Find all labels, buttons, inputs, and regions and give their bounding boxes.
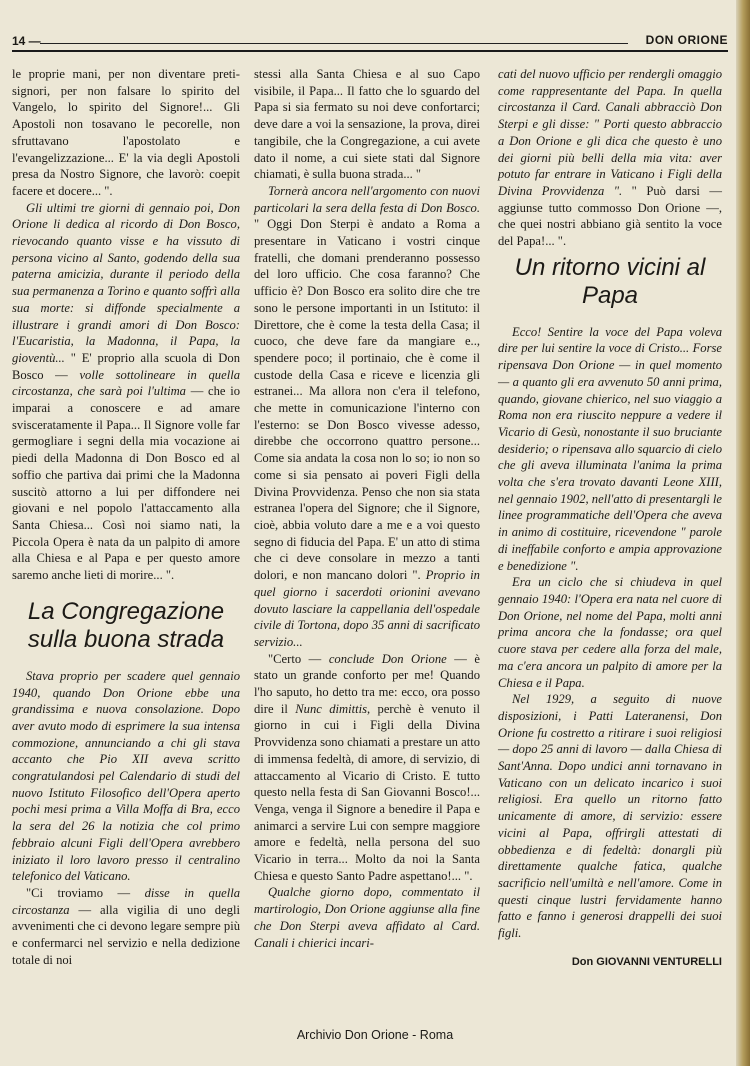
paragraph: Era un ciclo che si chiudeva in quel gennaio 1940: l'Opera era nata nel cuore di Don Orione, nel nome del Papa, molti anni prima ancora che la fondasse; ora quel cuore stava per cedere alla forza del male, ma c'era ancora un palpito di amore per la Chiesa e il Papa. (498, 575, 722, 690)
paragraph: "Ci troviamo — disse in quella circostanza — alla vigilia di uno degli avvenimenti che ci devono legare sempre più e confermarci nel servizio e nella dedizione totale di noi (12, 885, 240, 967)
section-heading: La Congregazione sulla buona strada (27, 597, 225, 653)
page-header (12, 30, 728, 52)
column-1 (12, 66, 240, 968)
paragraph: Qualche giorno dopo, commentato il martirologio, Don Orione aggiunse alla fine che Don Sterpi aveva affidato al Card. Canali i chierici incari- (254, 885, 480, 950)
magazine-title: DON ORIONE (645, 33, 728, 47)
section-heading: Un ritorno vicini al Papa (514, 253, 706, 309)
paragraph: cati del nuovo ufficio per rendergli omaggio come rappresentante del Papa. In quella circostanza il Card. Canali abbracciò Don Sterpi e gli disse: " Porti questo abbraccio a Don Orione e gli dica che questo è uno dei giorni più belli della mia vita: aver potuto far entrare in Vaticano i Figli della Divina Provvidenza ". " Può darsi — aggiunse tutto commosso Don Orione —, che quei nostri abbiano già sentito la voce del Papa!... ". (498, 67, 722, 249)
paragraph: Stava proprio per scadere quel gennaio 1940, quando Don Orione ebbe una grandissima e nuova consolazione. Dopo aver avuto modo di esprimere la sua intensa commozione, annunciando a chi gli stava accanto che Pio XII aveva scritto congratulandosi pel Calendario di studi del nuovo Istituto Filosofico dell'Opera aperto pochi mesi prima a Villa Moffa di Bra, ecco la sera del 26 la notizia che col primo febbraio alcuni Figli dell'Opera avrebbero iniziato il loro lavoro presso il centralino telefonico del Vaticano. (12, 668, 240, 884)
page-binding-edge (736, 0, 750, 1066)
paragraph: "Certo — conclude Don Orione — è stato un grande conforto per me! Quando l'ho saputo, ho detto tra me: ecco, ora posso dire il Nunc dimittis, perchè è venuto il giorno in cui i Figli della Divina Provvidenza sono chiamati a prestare un atto di immensa fedeltà, di amore, di servizio, di attaccamento al Vicario di Cristo. E tutto questo nella festa di San Giovanni Bosco!... Venga, venga il Signore a benedire il Papa e animarci a servire Lui con sempre maggiore amore e fedeltà, nella persona del suo Vicario in terra... Molto da noi la Santa Chiesa e questo Santo Padre aspettano!... ". (254, 651, 481, 883)
header-divider (12, 50, 728, 52)
author-signature: Don GIOVANNI VENTURELLI (571, 955, 722, 968)
header-rule (40, 43, 628, 44)
paragraph: stessi alla Santa Chiesa e al suo Capo visibile, il Papa... Il fatto che lo sguardo del Papa si sia fermato su noi deve confortarci; deve dare a voi la sensazione, la prova, direi tangibile, che la Congregazione, a cui avete dato il nome, a cui siete stati dal Signore chiamati, è sulla buona strada... " (254, 67, 480, 182)
paragraph: Nel 1929, a seguito di nuove disposizioni, i Patti Lateranensi, Don Orione fu costretto a ritirare i suoi religiosi — dopo 25 anni di lavoro — dalla Chiesa di Sant'Anna. Dopo undici anni tornavano in Vaticano con un delicato incarico i suoi religiosi. Era quello un ritorno fatto unicamente di amore, di servizio: essere vicini al Papa, offrirgli attestati di obbedienza e di fedeltà: donargli più direttamente qualche fatica, qualche sacrificio nell'umiltà e nell'amore. Come in questi cinque lustri fervidamente hanno fatto e fanno i generosi drappelli dei suoi figli. (498, 692, 722, 941)
paragraph: Ecco! Sentire la voce del Papa voleva dire per lui sentire la voce di Cristo... Forse ripensava Don Orione — in quel momento — a quanto gli era avvenuto 50 anni prima, quando, giovane chierico, nel suo viaggio a Roma non era riuscito neppure a vedere il Vicario di Gesù, nonostante il suo bruciante desiderio; o ripensava allo squarcio di cielo che gli aveva illuminata l'anima la prima volta che s'era trovato davanti Leone XIII, nel gennaio 1902, nell'atto di presentargli le linee programmatiche dell'Opera che aveva in animo di costituire, ricevendone " parole di ineffabile conforto e ampia approvazione e benedizione ". (498, 324, 722, 573)
archive-footer: Archivio Don Orione - Roma (296, 1028, 454, 1042)
paragraph: le proprie mani, per non diventare preti-signori, per non falsare lo spirito del Vangelo, lo spirito del Signore!... Gli Apostoli non tosavano le pecorelle, non sfruttavano l'apostolato e l'evangelizzazione... E' la via degli Apostoli presa da Nostro Signore, che lavorò: coepit facere et docere... ". (12, 67, 240, 198)
paragraph: Gli ultimi tre giorni di gennaio poi, Don Orione li dedica al ricordo di Don Bosco, rievocando quanto visse e ha vissuto di persona vicino al Santo, godendo della sua paterna amicizia, durante il periodo della sua permanenza a Torino e quanto soffrì alla sua morte: si diffonde specialmente a illustrare i grandi amori di Don Bosco: l'Eucaristia, la Madonna, il Papa, la gioventù... " E' proprio alla scuola di Don Bosco — volle sottolineare in quella circostanza, che sarà poi l'ultima — che io imparai a conoscere e ad amare svisceratamente il Papa... Il Signore volle far germogliare i segni della mia vocazione ai piedi della Madonna di Don Bosco ed al soffio che partiva dai primi che la Madonna suscitò attorno a lui per diffondere nei giovani e nel popolo l'attaccamento alla Santa Chiesa... Così noi siamo nati, la Piccola Opera è nata da un palpito di amore alla Chiesa e al Papa e per questo amore saremo anche lieti di morire... ". (12, 200, 241, 583)
paragraph: Tornerà ancora nell'argomento con nuovi particolari la sera della festa di Don Bosco. " Oggi Don Sterpi è andato a Roma a presentare in Vaticano i vostri cinque fratelli, che domani prenderanno possesso del loro ufficio. Che cosa faranno? Che ufficio è? Don Bosco era solito dire che tre sono le persone importanti in un Istituto: il Direttore, che è come la testa della Casa; il cuoco, che deve fare da mangiare e.., spendere poco; il portinaio, che è come il custode della Casa e riceve e licenzia gli estranei... Ma allora non c'era il telefono, che mette in comunicazione l'interno con l'esterno: se Don Bosco vivesse adesso, direbbe che occorrono quattro persone... Come sia andata la cosa non lo so; io non so come si sia pensato ai poveri Figli della Divina Provvidenza. Penso che non sia stata estranea l'opera del Signore; che il Signore, cioè, abbia voluto dare a me e a voi questo segno di fiducia del Papa. E' un atto di stima che ci deve consolare in mezzo a tanti dolori, e non mancano dolori ". Proprio in quel giorno i sacerdoti orionini avevano dovuto lasciare la cappellania dell'ospedale civile di Tortona, dopo 35 anni di sacrificato servizio... (254, 183, 480, 649)
column-2 (254, 66, 480, 951)
column-3 (498, 66, 722, 970)
page-number: 14 — (12, 34, 41, 48)
